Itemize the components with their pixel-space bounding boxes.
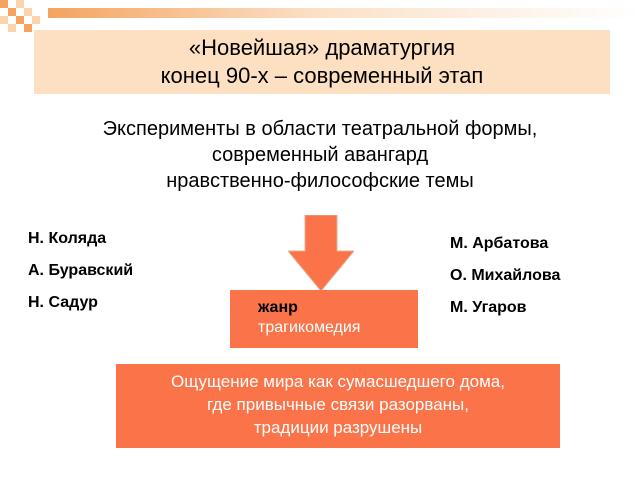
conclusion-line-3: традиции разрушены	[253, 418, 423, 437]
down-arrow-icon	[288, 215, 354, 291]
conclusion-box	[116, 364, 560, 448]
author-item: О. Михайлова	[450, 267, 561, 284]
author-item: Н. Коляда	[28, 230, 107, 247]
subtitle-line-3: нравственно-философские темы	[166, 170, 474, 192]
author-item: М. Арбатова	[450, 235, 549, 252]
author-item: Н. Садур	[28, 294, 98, 311]
right-authors-list	[450, 233, 560, 329]
genre-box	[230, 290, 418, 348]
title-box	[34, 30, 610, 94]
title-line-2: конец 90-х – современный этап	[160, 63, 484, 88]
title-line-1: «Новейшая» драматургия	[188, 35, 456, 60]
genre-label: жанр	[258, 299, 298, 316]
header-gradient-bar	[48, 8, 640, 18]
subtitle-line-2: современный авангард	[211, 144, 429, 166]
genre-value: трагикомедия	[258, 319, 361, 336]
conclusion-line-1: Ощущение мира как сумасшедшего дома,	[171, 372, 505, 391]
conclusion-line-2: где привычные связи разорваны,	[207, 395, 469, 414]
subtitle	[40, 116, 600, 194]
left-authors-list	[28, 228, 133, 324]
subtitle-line-1: Эксперименты в области театральной формы,	[102, 118, 538, 140]
author-item: А. Буравский	[28, 262, 134, 279]
author-item: М. Угаров	[450, 299, 527, 316]
